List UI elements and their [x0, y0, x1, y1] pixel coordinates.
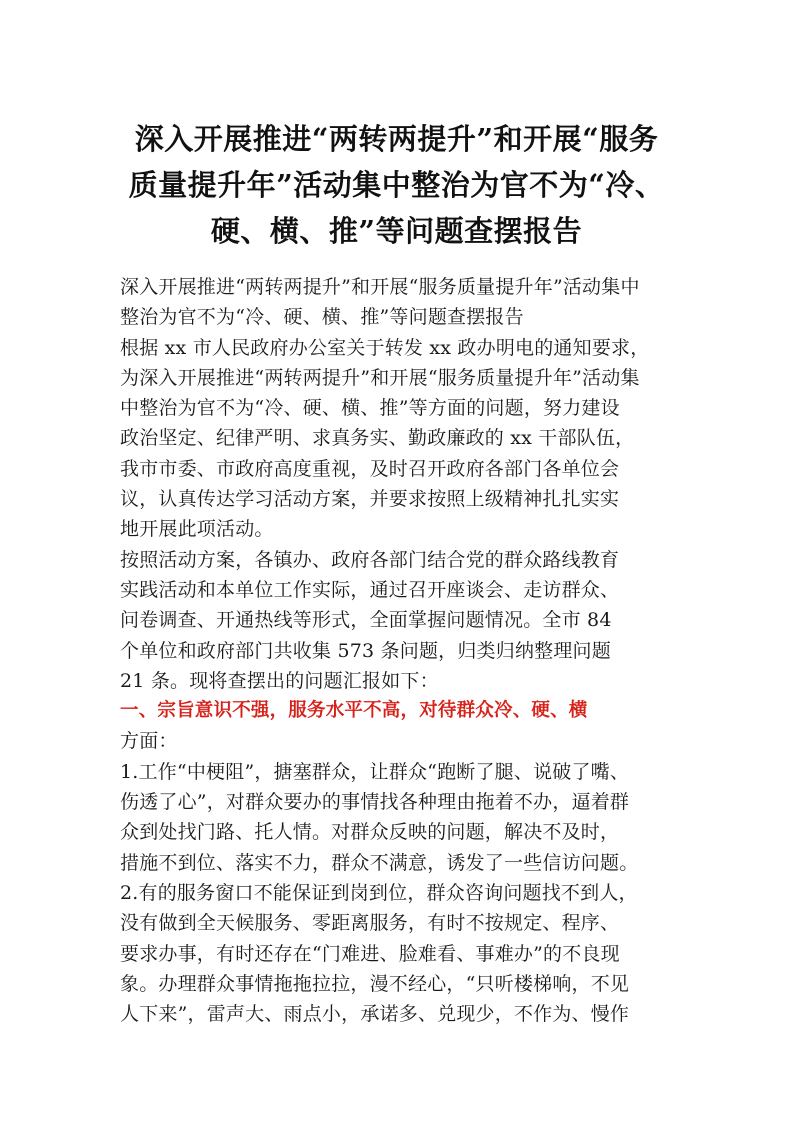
title-line: 硬、横、推”等问题查摆报告: [210, 214, 583, 248]
body-line: 地开展此项活动。: [120, 518, 274, 541]
body-line: 整治为官不为“冷、硬、横、推”等问题查摆报告: [120, 306, 524, 329]
body-line: 1.工作“中梗阻”，搪塞群众，让群众“跑断了腿、说破了嘴、: [120, 760, 630, 783]
body-line: 实践活动和本单位工作实际，通过召开座谈会、走访群众、: [120, 578, 620, 601]
body-line: 21 条。现将查摆出的问题汇报如下：: [120, 669, 439, 692]
title-line: 深入开展推进“两转两提升”和开展“服务: [134, 122, 659, 156]
body-line: 中整治为官不为“冷、硬、横、推”等方面的问题，努力建设: [120, 397, 620, 420]
body-line: 我市市委、市政府高度重视，及时召开政府各部门各单位会: [120, 457, 620, 480]
document-title: [100, 116, 693, 254]
document-body: [120, 272, 680, 1029]
body-line: 伤透了心”，对群众要办的事情找各种理由拖着不办，逼着群: [120, 791, 630, 814]
body-line: 个单位和政府部门共收集 573 条问题，归类归纳整理问题: [120, 639, 611, 662]
body-line: 要求办事，有时还存在“门难进、脸难看、事难办”的不良现: [120, 942, 620, 965]
title-line: 质量提升年”活动集中整治为官不为“冷、: [128, 168, 665, 202]
body-line: 没有做到全天候服务、零距离服务，有时不按规定、程序、: [120, 912, 620, 935]
body-line: 议，认真传达学习活动方案，并要求按照上级精神扎扎实实: [120, 488, 620, 511]
body-line: 深入开展推进“两转两提升”和开展“服务质量提升年”活动集中: [120, 276, 640, 298]
body-line: 众到处找门路、托人情。对群众反映的问题，解决不及时，: [120, 821, 620, 844]
body-line: 象。办理群众事情拖拖拉拉，漫不经心，“只听楼梯响，不见: [120, 972, 630, 995]
body-line: 方面：: [120, 730, 178, 753]
body-line: 措施不到位、落实不力，群众不满意，诱发了一些信访问题。: [120, 851, 639, 874]
section-heading: 一、宗旨意识不强，服务水平不高，对待群众冷、硬、横: [120, 700, 588, 722]
body-line: 根据 xx 市人民政府办公室关于转发 xx 政办明电的通知要求，: [120, 336, 650, 359]
body-line: 按照活动方案，各镇办、政府各部门结合党的群众路线教育: [120, 548, 620, 571]
body-line: 政治坚定、纪律严明、求真务实、勤政廉政的 xx 干部队伍，: [120, 427, 635, 450]
body-line: 人下来”，雷声大、雨点小，承诺多、兑现少，不作为、慢作: [120, 1003, 630, 1026]
body-line: 问卷调查、开通热线等形式，全面掌握问题情况。全市 84: [120, 609, 612, 632]
body-line: 2.有的服务窗口不能保证到岗到位，群众咨询问题找不到人，: [120, 881, 638, 904]
body-line: 为深入开展推进“两转两提升”和开展“服务质量提升年”活动集: [120, 366, 640, 389]
